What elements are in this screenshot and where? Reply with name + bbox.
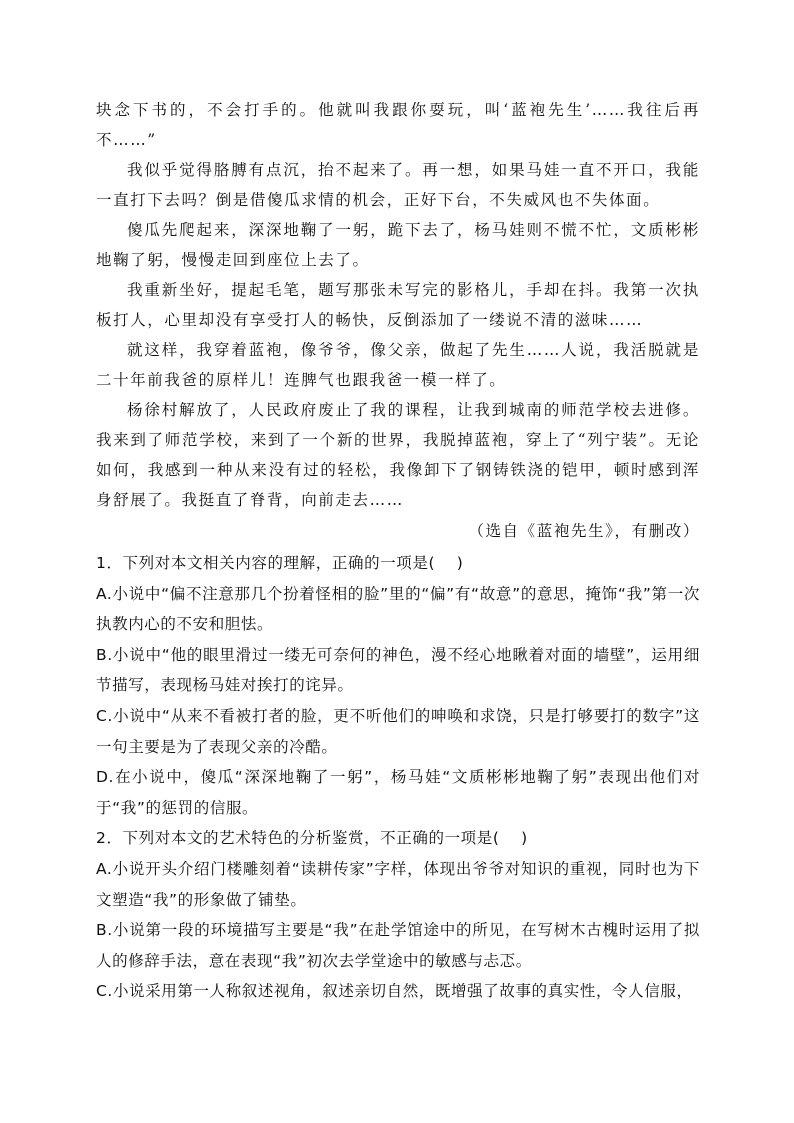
story-paragraph: 就这样，我穿着蓝袍，像爷爷，像父亲，做起了先生……人说，我活脱就是二十年前我爸的原样儿！连脾气也跟我爸一模一样了。 [96,341,700,389]
story-paragraph: 傻瓜先爬起来，深深地鞠了一躬，跪下去了，杨马娃则不慌不忙，文质彬彬地鞠了躬，慢慢走回到座位上去了。 [96,221,700,269]
option-b: B.小说中“他的眼里滑过一缕无可奈何的神色，漫不经心地瞅着对面的墙壁”，运用细节描写，表现杨马娃对挨打的诧异。 [96,645,700,695]
page-content [96,95,700,1007]
question-stem: 2．下列对本文的艺术特色的分析鉴赏，不正确的一项是( ) [96,829,528,848]
story-paragraph: 杨徐村解放了，人民政府废止了我的课程，让我到城南的师范学校去进修。我来到了师范学校，来到了一个新的世界，我脱掉蓝袍，穿上了“列宁装”。无论如何，我感到一种从来没有过的轻松，我像卸下了钢铸铁浇的铠甲，顿时感到浑身舒展了。我挺直了脊背，向前走去…… [96,401,700,509]
story-paragraph: 我重新坐好，提起毛笔，题写那张未写完的影格儿，手却在抖。我第一次执板打人，心里却没有享受打人的畅快，反倒添加了一缕说不清的滋味…… [96,281,700,329]
story-paragraph: 我似乎觉得胳膊有点沉，抬不起来了。再一想，如果马娃一直不开口，我能一直打下去吗？倒是借傻瓜求情的机会，正好下台，不失威风也不失体面。 [96,161,700,209]
option-d: D.在小说中，傻瓜“深深地鞠了一躬”，杨马娃“文质彬彬地鞠了躬”表现出他们对于“我”的惩罚的信服。 [96,768,700,817]
option-c: C.小说采用第一人称叙述视角，叙述亲切自然，既增强了故事的真实性，令人信服， [96,982,693,1001]
question-1 [96,548,700,823]
question-2 [96,823,700,1007]
option-b: B.小说第一段的环境描写主要是“我”在赴学馆途中的所见，在写树木古槐时运用了拟人的修辞手法，意在表现“我”初次去学堂途中的敏感与忐忑。 [96,921,700,970]
option-a: A.小说中“偏不注意那几个扮着怪相的脸”里的“偏”有“故意”的意思，掩饰“我”第一次执教内心的不安和胆怯。 [96,584,700,634]
source-citation: （选自《蓝袍先生》，有删改） [468,522,700,540]
story-paragraph: 块念下书的，不会打手的。他就叫我跟你耍玩，叫‘蓝袍先生’……我往后再不……” [96,101,700,149]
option-c: C.小说中“从来不看被打者的脸，更不听他们的呻唤和求饶，只是打够要打的数字”这一句主要是为了表现父亲的冷酷。 [96,706,700,756]
question-stem: 1．下列对本文相关内容的理解，正确的一项是( ) [96,554,464,572]
story-excerpt [96,95,700,546]
option-a: A.小说开头介绍门楼雕刻着“读耕传家”字样，体现出爷爷对知识的重视，同时也为下文塑造“我”的形象做了铺垫。 [96,859,700,909]
